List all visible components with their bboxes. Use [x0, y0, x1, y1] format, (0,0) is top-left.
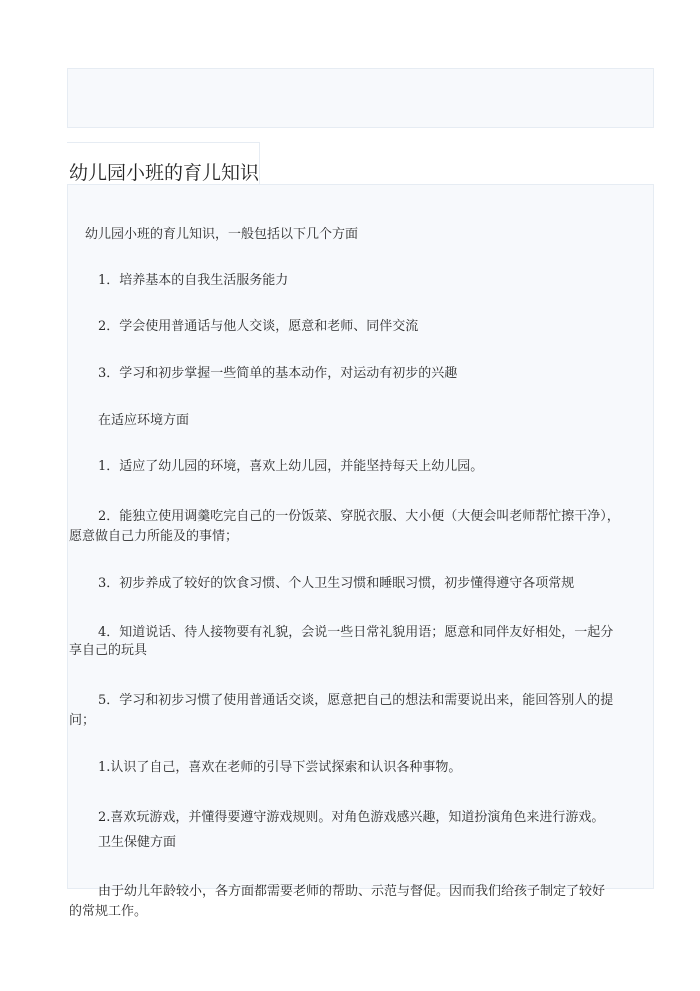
page-title: 幼儿园小班的育儿知识: [69, 162, 260, 184]
paragraph-env-4: 4．知道说话、待人接物要有礼貌，会说一些日常礼貌用语；愿意和同伴友好相处，一起分: [98, 625, 614, 640]
paragraph-env-5-cont: 问；: [69, 713, 96, 728]
paragraph-self-2: 2.喜欢玩游戏，并懂得要遵守游戏规则。对角色游戏感兴趣，知道扮演角色来进行游戏。: [98, 810, 605, 825]
paragraph-self-1: 1.认识了自己，喜欢在老师的引导下尝试探索和认识各种事物。: [98, 760, 462, 775]
paragraph-env-3: 3．初步养成了较好的饮食习惯、个人卫生习惯和睡眠习惯，初步懂得遵守各项常规: [98, 576, 575, 591]
paragraph-env-1: 1．适应了幼儿园的环境，喜欢上幼儿园，并能坚持每天上幼儿园。: [98, 459, 484, 474]
paragraph-item-1: 1．培养基本的自我生活服务能力: [98, 273, 289, 288]
paragraph-env-2-cont: 愿意做自己力所能及的事情；: [69, 529, 239, 544]
paragraph-hygiene-1-cont: 的常规工作。: [69, 904, 148, 919]
section-heading-hygiene: 卫生保健方面: [98, 835, 177, 850]
section-heading-environment: 在适应环境方面: [98, 413, 190, 428]
paragraph-env-2: 2．能独立使用调羹吃完自己的一份饭菜、穿脱衣服、大小便（大便会叫老师帮忙擦干净），: [98, 509, 620, 524]
paragraph-item-2: 2．学会使用普通话与他人交谈，愿意和老师、同伴交流: [98, 319, 419, 334]
paragraph-hygiene-1: 由于幼儿年龄较小，各方面都需要老师的帮助、示范与督促。因而我们给孩子制定了较好: [98, 884, 606, 899]
paragraph-env-5: 5．学习和初步习惯了使用普通话交谈，愿意把自己的想法和需要说出来，能回答别人的提: [98, 693, 614, 708]
paragraph-item-3: 3．学习和初步掌握一些简单的基本动作，对运动有初步的兴趣: [98, 366, 458, 381]
paragraph-intro: 幼儿园小班的育儿知识，一般包括以下几个方面: [85, 227, 359, 242]
paragraph-env-4-cont: 享自己的玩具: [69, 643, 148, 658]
header-panel: [67, 68, 654, 128]
